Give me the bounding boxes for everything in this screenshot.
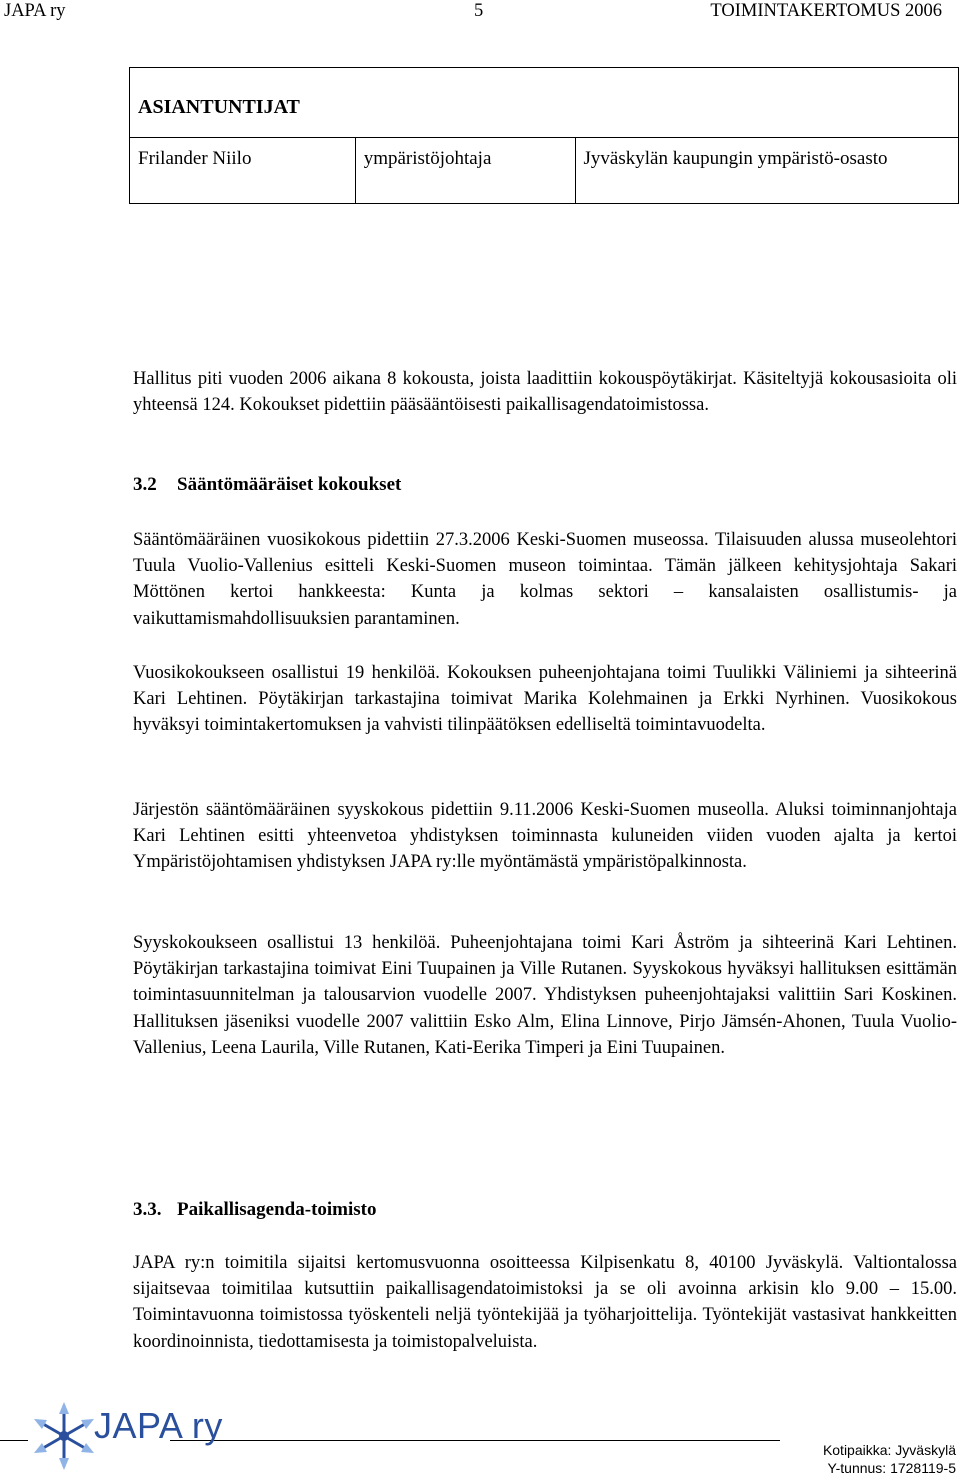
expert-title: ympäristöjohtaja (355, 138, 575, 204)
footer-rule (170, 1440, 780, 1441)
footer-business-id: Y-tunnus: 1728119-5 (827, 1460, 956, 1476)
section-number: 3.3. (133, 1199, 162, 1220)
page-number: 5 (474, 1, 484, 21)
section-3-2-paragraph-2: Vuosikokoukseen osallistui 19 henkilöä. Kokouksen puheenjohtajana toimi Tuulikki Väliniemi ja sihteerinä Kari Lehtinen. Pöytäkirjan tarkastajina toimivat Marika Kolehmainen ja Erkki Nyrhinen. Vuosikokous hyväksyi toimintakertomuksen ja vahvisti tilinpäätöksen edelliseltä toimintavuodelta. (133, 663, 957, 736)
table-row (130, 138, 959, 204)
section-number: 3.2 (133, 474, 157, 495)
footer-rule-left (0, 1440, 28, 1441)
expert-organization: Jyväskylän kaupungin ympäristö-osasto (575, 138, 958, 204)
experts-table (129, 67, 959, 204)
section-title: Sääntömääräiset kokoukset (177, 474, 402, 495)
section-heading-3-2 (133, 474, 401, 496)
section-3-2-paragraph-4: Syyskokoukseen osallistui 13 henkilöä. Puheenjohtajana toimi Kari Åström ja sihteerinä Kari Lehtinen. Pöytäkirjan tarkastajina toimivat Eini Tuupainen ja Ville Rutanen. Syyskokous hyväksyi hallituksen esittämän toimintasuunnitelman ja talousarvion vuodelle 2007. Yhdistyksen puheenjohtajaksi valittiin Sari Koskinen. Hallituksen jäseniksi vuodelle 2007 valittiin Esko Alm, Elina Linnove, Pirjo Jämsén-Ahonen, Tuula Vuolio-Vallenius, Leena Laurila, Ville Rutanen, Kati-Eerika Timperi ja Eini Tuupainen. (133, 933, 957, 1058)
logo-text: JAPA ry (94, 1405, 223, 1446)
section-title: Paikallisagenda-toimisto (177, 1199, 377, 1220)
footer-domicile: Kotipaikka: Jyväskylä (822, 1442, 956, 1458)
running-header-title: TOIMINTAKERTOMUS 2006 (710, 1, 942, 21)
section-3-2-paragraph-3: Järjestön sääntömääräinen syyskokous pidettiin 9.11.2006 Keski-Suomen museolla. Aluksi toiminnanjohtaja Kari Lehtinen esitti yhteenvetoa yhdistyksen toiminnasta kuluneiden viiden vuoden ajalta ja kertoi Ympäristöjohtamisen yhdistyksen JAPA ry:lle myöntämästä ympäristöpalkinnosta. (133, 800, 957, 873)
section-3-2-paragraph-1: Sääntömääräinen vuosikokous pidettiin 27.3.2006 Keski-Suomen museossa. Tilaisuuden alussa museolehtori Tuula Vuolio-Vallenius esitteli Keski-Suomen museon toimintaa. Tämän jälkeen kehitysjohtaja Sakari Möttönen kertoi hankkeesta: Kunta ja kolmas sektori – kansalaisten osallistumis- ja vaikuttamismahdollisuuksien parantaminen. (133, 530, 957, 629)
intro-paragraph: Hallitus piti vuoden 2006 aikana 8 kokousta, joista laadittiin kokouspöytäkirjat. Käsiteltyjä kokousasioita oli yhteensä 124. Kokoukset pidettiin pääsääntöisesti paikallisagendatoimistossa. (133, 369, 957, 416)
expert-name: Frilander Niilo (130, 138, 356, 204)
section-3-3-paragraph: JAPA ry:n toimitila sijaitsi kertomusvuonna osoitteessa Kilpisenkatu 8, 40100 Jyväskylä. Valtiontalossa sijaitsevaa toimitilaa kutsuttiin paikallisagendatoimistoksi ja se oli avoinna arkisin klo 9.00 – 15.00. Toimintavuonna toimistossa työskenteli neljä työntekijää ja työharjoittelija. Työntekijät vastasivat hankkeitten koordinoinnista, tiedottamisesta ja toimistopalveluista. (133, 1253, 957, 1352)
running-header-org: JAPA ry (4, 1, 66, 21)
section-heading-3-3 (133, 1199, 377, 1221)
experts-table-heading: ASIANTUNTIJAT (130, 68, 959, 138)
